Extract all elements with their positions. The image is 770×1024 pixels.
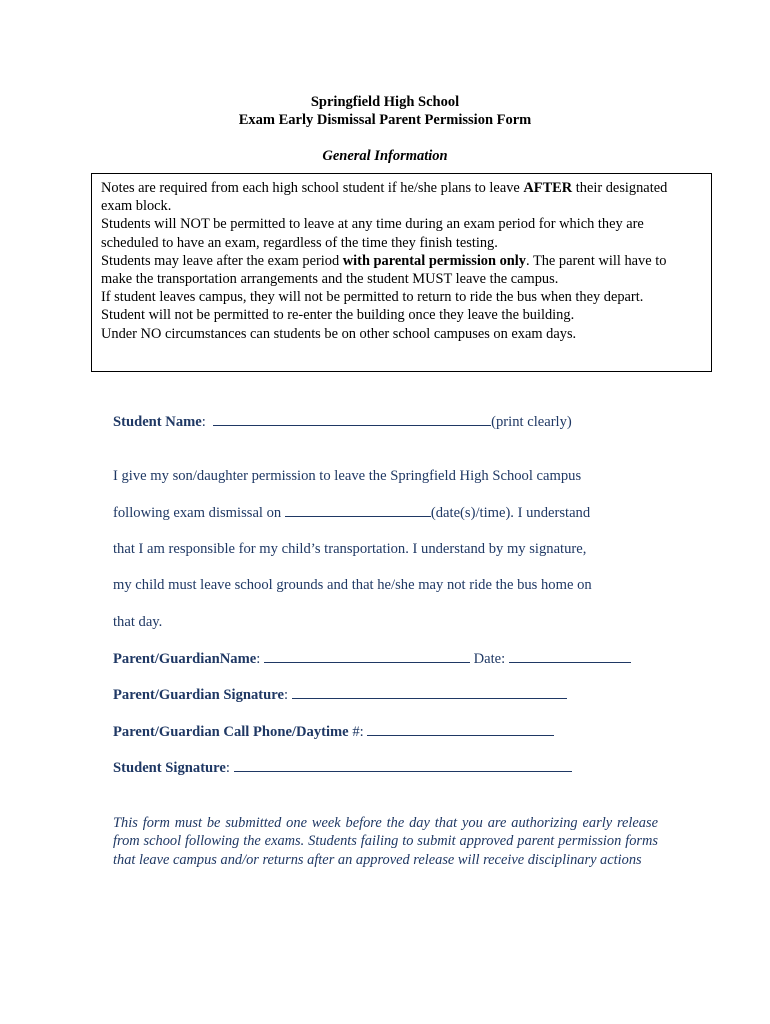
guardian-phone-label: Parent/Guardian Call Phone/Daytime bbox=[113, 724, 349, 740]
general-information-box bbox=[91, 173, 712, 372]
dismissal-date-field[interactable] bbox=[285, 504, 431, 517]
permission-text: (date(s)/time). I understand bbox=[430, 505, 591, 521]
date-label: Date: bbox=[473, 651, 506, 667]
note-text: Students may leave after the exam period bbox=[101, 252, 343, 269]
note-paragraph: If student leaves campus, they will not be permitted to return to ride the bus when they depart. bbox=[101, 289, 644, 306]
permission-line-3: that I am responsible for my child’s transportation. I understand by my signature, bbox=[113, 541, 587, 557]
permission-line-4: my child must leave school grounds and that he/she may not ride the bus home on bbox=[113, 577, 592, 593]
permission-line-5: that day. bbox=[113, 614, 163, 630]
student-signature-field[interactable] bbox=[234, 759, 572, 772]
guardian-name-field[interactable] bbox=[264, 650, 470, 663]
note-emphasis: with parental permission only bbox=[342, 252, 527, 269]
submission-notice: This form must be submitted one week before the day that you are authorizing early release from school following the exams. Students failing to submit approved parent permission forms that leave campus and/or returns after an approved release will receive disciplinary actions bbox=[113, 815, 658, 868]
note-emphasis: AFTER bbox=[523, 180, 573, 196]
guardian-signature-label: Parent/Guardian Signature bbox=[113, 687, 284, 703]
student-name-field[interactable] bbox=[213, 413, 491, 426]
permission-text: following exam dismissal on bbox=[113, 505, 282, 521]
guardian-signature-row bbox=[113, 686, 567, 704]
colon: : bbox=[225, 760, 230, 776]
note-paragraph bbox=[101, 179, 701, 215]
guardian-name-row bbox=[113, 650, 631, 668]
permission-line-2 bbox=[113, 504, 590, 522]
colon: : bbox=[201, 414, 206, 430]
note-paragraph: Students will NOT be permitted to leave at any time during an exam period for which they are scheduled to have an exam, regardless of the time they finish testing. bbox=[101, 216, 644, 251]
colon: : bbox=[283, 687, 289, 703]
school-name: Springfield High School bbox=[310, 94, 460, 110]
note-text: Notes are required from each high school student if he/she plans to leave bbox=[101, 180, 524, 196]
note-text: their designated exam block. bbox=[101, 180, 668, 215]
note-paragraph bbox=[101, 252, 701, 288]
permission-line-1: I give my son/daughter permission to leave the Springfield High School campus bbox=[113, 468, 582, 484]
guardian-signature-field[interactable] bbox=[292, 686, 567, 699]
guardian-name-label: Parent/GuardianName bbox=[113, 651, 257, 667]
student-signature-row bbox=[113, 759, 572, 777]
note-paragraph: Under NO circumstances can students be on other school campuses on exam days. bbox=[101, 325, 577, 342]
form-title: Exam Early Dismissal Parent Permission Form bbox=[238, 112, 532, 128]
student-name-label: Student Name bbox=[113, 414, 202, 430]
section-heading: General Information bbox=[322, 148, 448, 164]
note-paragraph: Student will not be permitted to re-enter the building once they leave the building. bbox=[101, 307, 575, 324]
phone-number-sign: #: bbox=[348, 724, 364, 740]
print-clearly-note: (print clearly) bbox=[491, 414, 572, 430]
guardian-phone-field[interactable] bbox=[367, 723, 554, 736]
guardian-phone-row bbox=[113, 723, 554, 741]
date-field[interactable] bbox=[509, 650, 631, 663]
student-name-row bbox=[113, 413, 572, 431]
note-text: . The parent will have to make the transportation arrangements and the student MUST leave the campus. bbox=[101, 252, 667, 288]
student-signature-label: Student Signature bbox=[113, 760, 226, 776]
colon: : bbox=[256, 651, 261, 667]
